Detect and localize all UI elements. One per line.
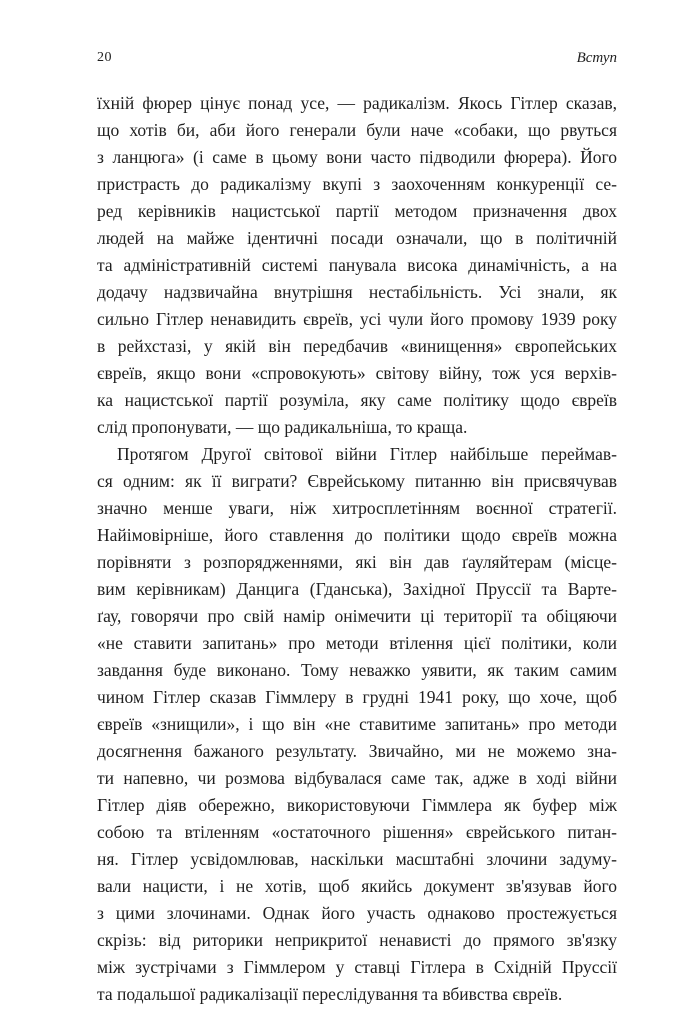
text-line: та адміністративній системі панувала висока динамічність, а на (97, 255, 617, 275)
text-line: собою та втіленням «остаточного рішення» єврейського питан- (97, 822, 617, 842)
text-line: слід пропонувати, — що радикальніша, то краща. (97, 417, 468, 437)
text-line: завдання буде виконано. Тому неважко уявити, як таким самим (97, 660, 617, 680)
text-line: ти напевно, чи розмова відбувалася саме так, адже в ході війни (97, 768, 617, 788)
text-line: євреїв «знищили», і що він «не ставитиме запитань» про методи (97, 714, 617, 734)
page-number: 20 (97, 50, 112, 65)
text-line: що хотів би, аби його генерали були наче «собаки, що рвуться (97, 120, 617, 140)
running-head: Вступ (576, 50, 617, 66)
text-line: в рейхстазі, у якій він передбачив «винищення» європейських (97, 336, 617, 356)
text-line: Найімовірніше, його ставлення до політики щодо євреїв можна (97, 525, 617, 545)
text-line: скрізь: від риторики неприкритої ненависті до прямого зв'язку (97, 930, 617, 950)
text-line: ка нацистської партії розуміла, яку саме політику щодо євреїв (97, 390, 617, 410)
text-line: між зустрічами з Гіммлером у ставці Гітлера в Східній Пруссії (97, 957, 617, 977)
text-line: Протягом Другої світової війни Гітлер найбільше переймав- (117, 444, 617, 464)
page-header (97, 50, 617, 72)
text-line: та подальшої радикалізації переслідування та вбивства євреїв. (97, 984, 563, 1004)
text-line: ня. Гітлер усвідомлював, наскільки масштабні злочини задуму- (97, 849, 617, 869)
paragraph-2 (97, 441, 617, 1008)
text-line: вали нацисти, і не хотів, щоб якийсь документ зв'язував його (97, 876, 617, 896)
text-line: ґау, говорячи про свій намір онімечити ці території та обіцяючи (97, 606, 617, 626)
text-line: ред керівників нацистської партії методом призначення двох (97, 201, 617, 221)
text-line: Гітлер діяв обережно, використовуючи Гіммлера як буфер між (97, 795, 617, 815)
text-line: з цими злочинами. Однак його участь однаково простежується (97, 903, 617, 923)
text-line: сильно Гітлер ненавидить євреїв, усі чули його промову 1939 року (97, 309, 617, 329)
body-text (97, 90, 617, 1008)
text-line: додачу надзвичайна внутрішня нестабільність. Усі знали, як (97, 282, 617, 302)
text-line: людей на майже ідентичні посади означали, що в політичній (97, 228, 617, 248)
text-line: їхній фюрер цінує понад усе, — радикалізм. Якось Гітлер сказав, (97, 93, 617, 113)
text-line: досягнення бажаного результату. Звичайно, ми не можемо зна- (97, 741, 617, 761)
text-line: «не ставити запитань» про методи втілення цієї політики, коли (97, 633, 617, 653)
text-line: з ланцюга» (і саме в цьому вони часто підводили фюрера). Його (97, 147, 617, 167)
text-line: значно менше уваги, ніж хитросплетінням воєнної стратегії. (97, 498, 617, 518)
text-line: порівняти з розпорядженнями, які він дав ґауляйтерам (місце- (97, 552, 617, 572)
text-line: вим керівникам) Данцига (Гданська), Західної Пруссії та Варте- (97, 579, 617, 599)
text-line: євреїв, якщо вони «спровокують» світову війну, тож уся верхів- (97, 363, 617, 383)
text-line: пристрасть до радикалізму вкупі з заохоченням конкуренції се- (97, 174, 617, 194)
text-line: чином Гітлер сказав Гіммлеру в грудні 1941 року, що хоче, щоб (97, 687, 617, 707)
paragraph-1 (97, 90, 617, 441)
text-line: ся одним: як її виграти? Єврейському питанню він присвячував (97, 471, 617, 491)
